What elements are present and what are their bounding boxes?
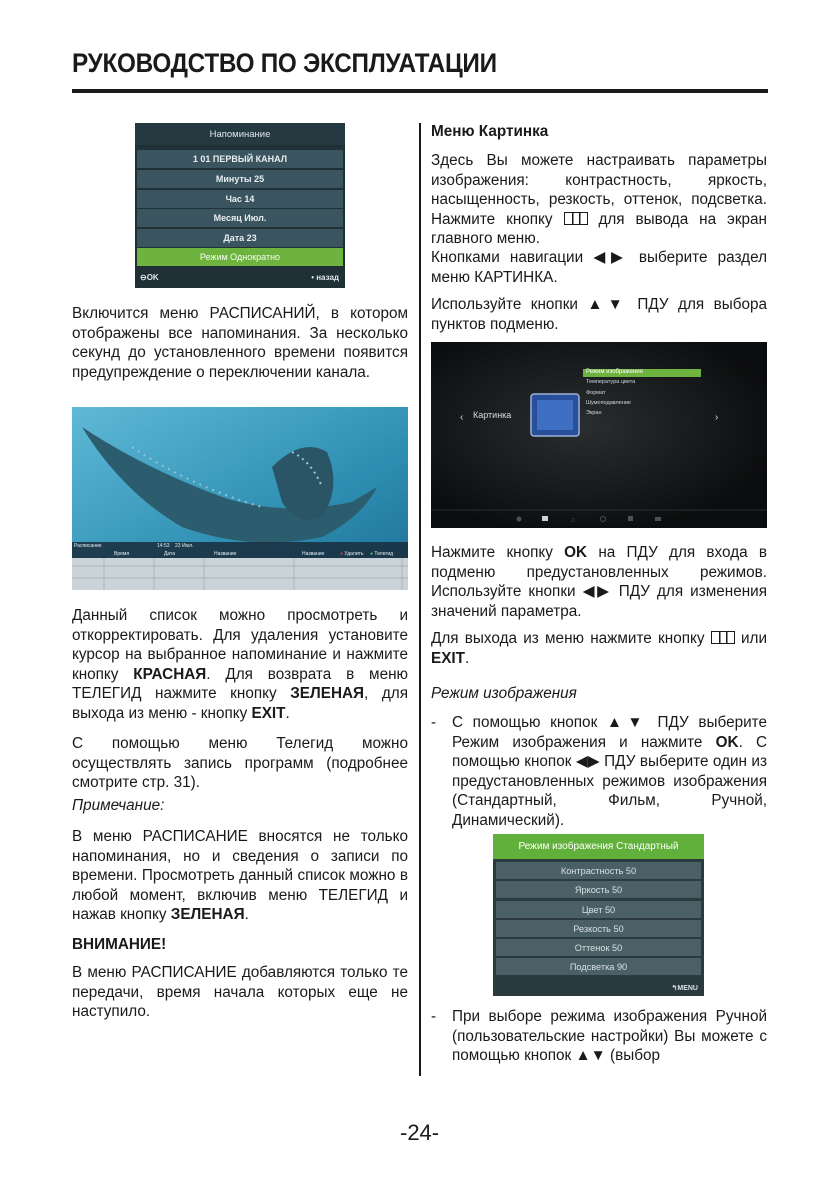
ok-paragraph: Нажмите кнопку OK на ПДУ для входа в подменю предустановленных режимов. Используйте кнопки ◀▶ ПДУ для изменения значений параметра. — [431, 544, 767, 620]
picture-mode-bullet-2: При выборе режима изображения Ручной (пользовательские настройки) Вы можете с помощью кнопок ▲▼ (выбор — [452, 1008, 767, 1065]
exit-paragraph: Для выхода из меню нажмите кнопку или EXIT. — [431, 630, 768, 667]
pm-row-backlight: Подсветка 90 — [496, 958, 701, 975]
settings-icon — [517, 517, 522, 522]
schedule-edit-paragraph: Данный список можно просмотреть и откорректировать. Для удаления установите курсор на выбранное напоминание и нажмите кнопку КРАСНАЯ. Для возврата в меню ТЕЛЕГИД нажмите кнопку ЗЕЛЕНАЯ, для выхода из меню - кнопку EXIT. — [72, 607, 408, 722]
reminder-row-date: Дата 23 — [137, 229, 343, 247]
reminder-dialog-footer — [137, 270, 343, 286]
schedule-table-grid — [72, 558, 408, 590]
reminder-row-minutes: Минуты 25 — [137, 170, 343, 188]
schedule-title: Расписание — [74, 543, 102, 549]
picture-mode-title: Режим изображения Стандартный — [493, 834, 704, 859]
pm-row-color: Цвет 50 — [496, 901, 701, 918]
menu-key-icon — [564, 212, 588, 225]
reminder-back-hint: • назад — [311, 273, 339, 282]
sound-icon: ♫ — [570, 517, 576, 524]
bullet-dash: - — [431, 1008, 437, 1025]
picture-intro-paragraph: Здесь Вы можете настраивать параметры изображения: контрастность, яркость, насыщенность, резкость, оттенок, подсветка. Нажмите кнопку для вывода на экран главного меню. — [431, 152, 767, 248]
picture-item-mode: Режим изображения — [586, 369, 643, 375]
navigation-paragraph: Кнопками навигации ◀▶ выберите раздел меню КАРТИНКА. — [431, 249, 768, 286]
reminder-dialog — [135, 123, 345, 288]
warning-heading: ВНИМАНИЕ! — [72, 936, 167, 953]
recording-paragraph: С помощью меню Телегид можно осуществлять запись программ (подробнее смотрите стр. 31). — [72, 735, 408, 792]
bullet-dash: - — [431, 714, 437, 731]
schedule-col-name2: Название — [302, 551, 325, 557]
up-down-arrows-icon: ▲▼ — [587, 296, 628, 313]
reminder-ok-hint: ⊖OK — [140, 273, 159, 282]
dot-icon: • — [311, 273, 317, 282]
schedule-table — [72, 558, 408, 590]
reminder-dialog-title: Напоминание — [135, 123, 345, 145]
page-title: РУКОВОДСТВО ПО ЭКСПЛУАТАЦИИ — [72, 48, 497, 78]
left-right-arrows-icon: ◀▶ — [582, 583, 612, 601]
up-down-arrows-icon: ▲▼ — [575, 1047, 606, 1065]
picture-section-label: Картинка — [473, 410, 512, 420]
up-down-arrows-icon: ▲▼ — [606, 714, 648, 731]
schedule-col-date: Дата — [164, 551, 176, 557]
lock-icon — [655, 517, 661, 521]
pm-row-sharpness: Резкость 50 — [496, 920, 701, 937]
pm-menu-hint: ↰MENU — [671, 985, 698, 992]
picture-item-format: Формат — [586, 390, 606, 396]
title-rule — [72, 89, 768, 93]
reminder-row-channel: 1 01 ПЕРВЫЙ КАНАЛ — [137, 150, 343, 168]
schedule-date: 23 Июл. — [175, 543, 194, 549]
schedule-col-name: Название — [214, 551, 237, 557]
chevron-right-icon: › — [715, 412, 719, 423]
left-right-arrows-icon: ◀▶ — [575, 753, 600, 771]
chevron-left-icon: ‹ — [460, 412, 464, 423]
schedule-col-time: Время — [114, 551, 130, 557]
picture-mode-bullet-1: С помощью кнопок ▲▼ ПДУ выберите Режим изображения и нажмите OK. С помощью кнопок ◀▶ ПДУ выберите один из предустановленных режимов изображения (Стандартный, Фильм, Ручной, Динамический). — [452, 714, 768, 829]
picture-mode-dialog — [493, 834, 704, 996]
picture-item-color-temp: Температура цвета — [586, 379, 636, 385]
return-icon: ↰ — [671, 985, 678, 992]
left-right-arrows-icon: ◀▶ — [593, 249, 629, 266]
pm-row-brightness: Яркость 50 — [496, 881, 701, 898]
warning-paragraph: В меню РАСПИСАНИЕ добавляются только те передачи, время начала которых еще не наступило. — [72, 964, 408, 1021]
schedule-time: 14:53 — [157, 543, 170, 549]
reminder-row-month: Месяц Июл. — [137, 209, 343, 227]
picture-menu-heading: Меню Картинка — [431, 123, 549, 140]
picture-mode-heading: Режим изображения — [431, 685, 577, 702]
column-divider — [419, 123, 421, 1076]
options-icon — [628, 516, 633, 521]
page-number: -24- — [400, 1120, 440, 1145]
picture-item-screen: Экран — [586, 410, 602, 416]
schedule-bar — [72, 542, 408, 558]
picture-menu-screenshot — [431, 342, 767, 528]
schedule-guide-hint: ● Телегид — [370, 551, 394, 557]
schedule-delete-hint: ● Удалить — [340, 551, 364, 557]
picture-item-noise: Шумоподавление — [586, 400, 631, 406]
submenu-paragraph: Используйте кнопки ▲▼ ПДУ для выбора пунктов подменю. — [431, 296, 767, 333]
red-dot-icon: ● — [340, 551, 344, 557]
ok-icon: ⊖ — [140, 273, 147, 282]
pm-row-contrast: Контрастность 50 — [496, 862, 701, 879]
pm-row-tint: Оттенок 50 — [496, 939, 701, 956]
green-dot-icon: ● — [370, 551, 374, 557]
reminder-row-hour: Час 14 — [137, 190, 343, 208]
reminder-row-mode: Режим Однократно — [137, 248, 343, 266]
schedule-intro-paragraph: Включится меню РАСПИСАНИЙ, в котором отображены все напоминания. За несколько секунд до установленного времени появится предупреждение о переключении канала. — [72, 305, 408, 381]
schedule-screenshot — [72, 407, 408, 590]
menu-key-icon — [711, 631, 735, 644]
picture-icon — [542, 516, 548, 521]
note-heading: Примечание: — [72, 797, 165, 814]
note-paragraph: В меню РАСПИСАНИЕ вносятся не только напоминания, но и сведения о записи по времени. Просмотреть данный список можно в любой момент, включив меню ТЕЛЕГИД и нажав кнопку ЗЕЛЕНАЯ. — [72, 828, 408, 924]
